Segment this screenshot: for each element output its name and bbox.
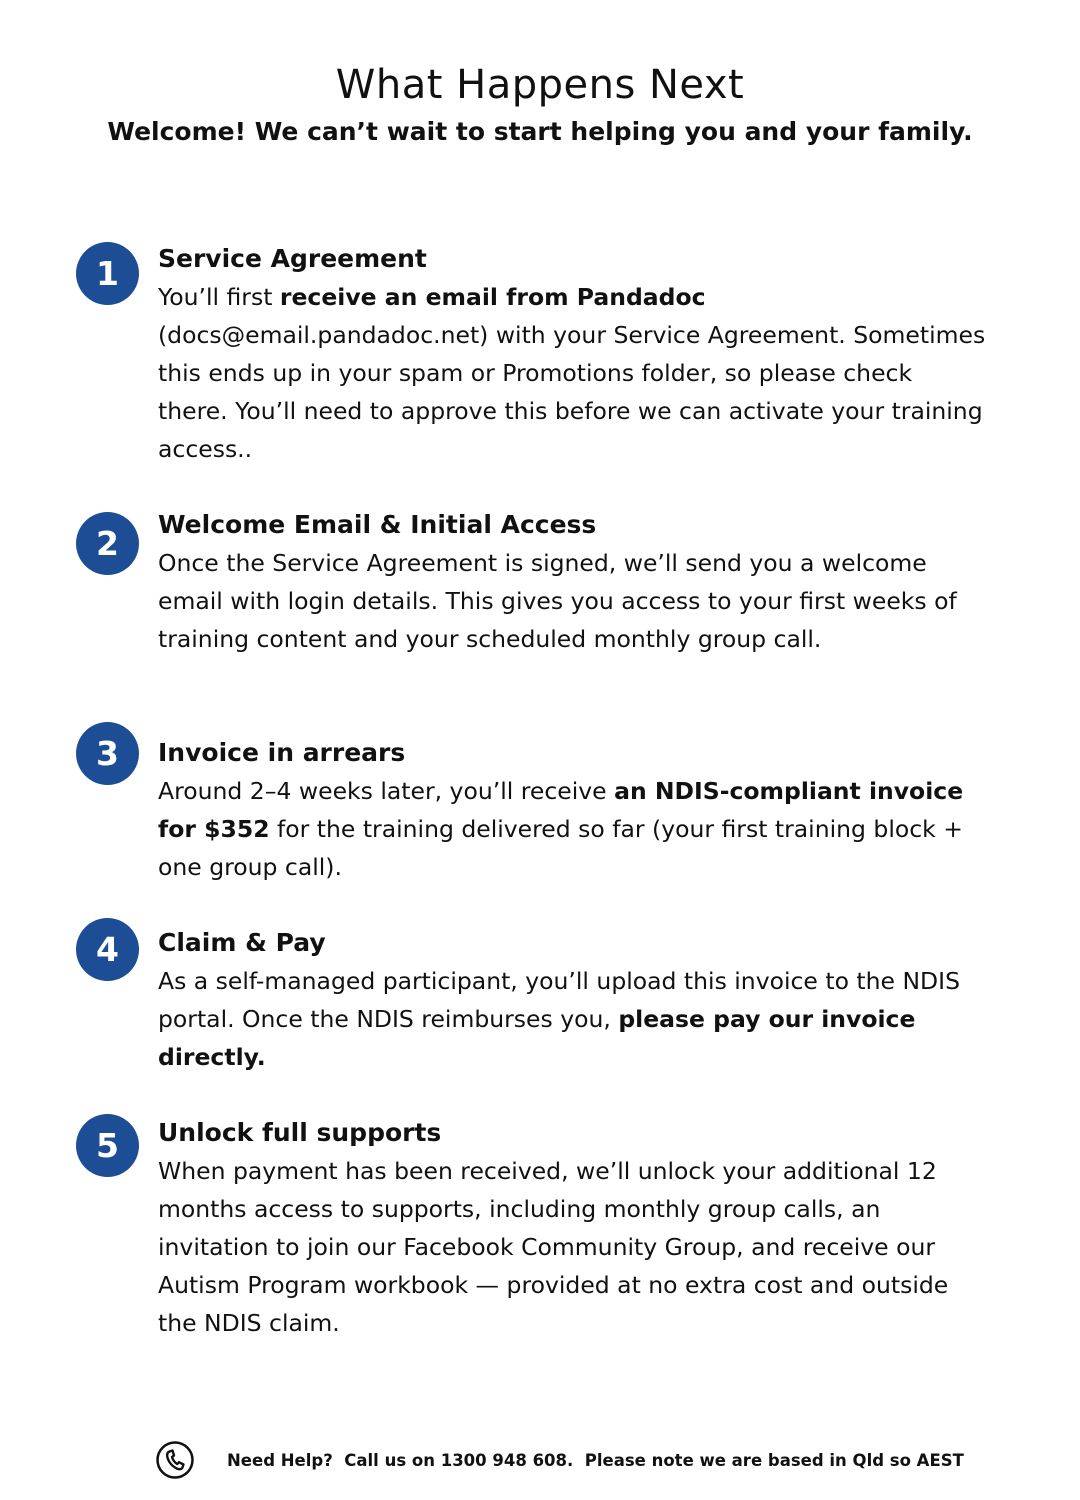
step-number-badge: 1 <box>76 242 139 305</box>
phone-icon <box>155 1440 195 1480</box>
step-body-text: Around 2–4 weeks later, you’ll receive <box>158 777 615 805</box>
step-body-text: When payment has been received, we’ll unlock your additional 12 months access to supports, including monthly group calls, an invitation to join our Facebook Community Group, and receive our Autism Program workbook — provided at no extra cost and outside the NDIS claim. <box>158 1157 949 1337</box>
step-number-badge: 5 <box>76 1114 139 1177</box>
step-body-text: Once the Service Agreement is signed, we’ll send you a welcome email with login details. This gives you access to your first weeks of training content and your scheduled monthly group call. <box>158 549 957 653</box>
page-title: What Happens Next <box>335 62 745 108</box>
step-heading: Invoice in arrears <box>158 738 406 767</box>
page-subtitle: Welcome! We can’t wait to start helping you and your family. <box>107 117 973 146</box>
step-body <box>158 278 988 468</box>
step-body <box>158 544 988 658</box>
step-body-emphasis: an NDIS-compliant invoice for $352 <box>158 777 964 843</box>
step-body-emphasis: receive an email from Pandadoc <box>279 283 706 311</box>
step-heading: Unlock full supports <box>158 1118 442 1147</box>
step-body-text: As a self-managed participant, you’ll upload this invoice to the NDIS portal. Once the NDIS reimburses you, <box>158 967 960 1033</box>
step-body-text: You’ll first <box>158 283 280 311</box>
step-number-badge: 4 <box>76 918 139 981</box>
step-content <box>158 240 988 468</box>
step-body-text: for the training delivered so far (your first training block + one group call). <box>158 815 963 881</box>
step-content <box>158 924 988 1076</box>
step-heading: Claim & Pay <box>158 928 326 957</box>
step-body <box>158 772 988 886</box>
step-heading: Welcome Email & Initial Access <box>158 510 597 539</box>
step-number-badge: 3 <box>76 722 139 785</box>
step-content <box>158 1114 988 1342</box>
step-body-emphasis: please pay our invoice directly. <box>158 1005 916 1071</box>
step-heading: Service Agreement <box>158 244 427 273</box>
step-body <box>158 1152 988 1342</box>
help-text: Need Help? Call us on 1300 948 608. Please note we are based in Qld so AEST <box>227 1450 964 1470</box>
step-content <box>158 734 988 886</box>
step-number-badge: 2 <box>76 512 139 575</box>
step-body <box>158 962 988 1076</box>
help-footer <box>155 1440 964 1480</box>
step-body-text: (docs@email.pandadoc.net) with your Service Agreement. Sometimes this ends up in your spam or Promotions folder, so please check there. You’ll need to approve this before we can activate your training access.. <box>158 321 986 463</box>
step-content <box>158 506 988 658</box>
